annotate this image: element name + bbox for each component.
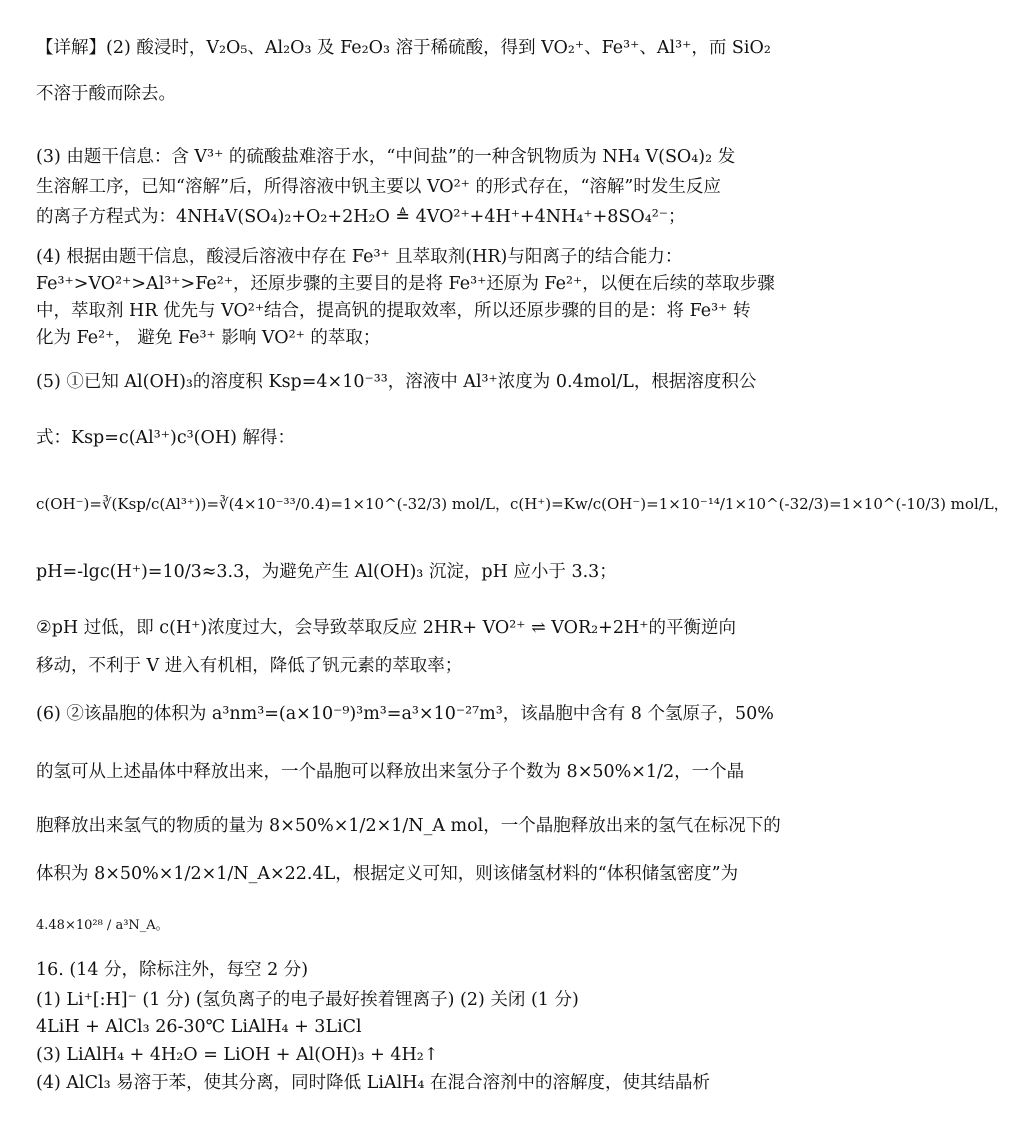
- text-line: 的氢可从上述晶体中释放出来，一个晶胞可以释放出来氢分子个数为 8×50%×1/2，一个晶: [36, 762, 745, 782]
- text-line: 胞释放出来氢气的物质的量为 8×50%×1/2×1/N_A mol，一个晶胞释放出来的氢气在标况下的: [36, 816, 781, 836]
- formula-line: 4.48×10²⁸ / a³N_A。: [36, 918, 169, 933]
- text-line: 体积为 8×50%×1/2×1/N_A×22.4L，根据定义可知，则该储氢材料的“体积储氢密度”为: [36, 864, 739, 884]
- text-line: Fe³⁺>VO²⁺>Al³⁺>Fe²⁺，还原步骤的主要目的是将 Fe³⁺还原为 Fe²⁺，以便在后续的萃取步骤: [36, 274, 775, 294]
- equation-line: 4LiH + AlCl₃ 26-30℃ LiAlH₄ + 3LiCl: [36, 1017, 362, 1037]
- text-line: 式：Ksp=c(Al³⁺)c³(OH) 解得：: [36, 428, 296, 448]
- section-heading: 16. (14 分，除标注外，每空 2 分): [36, 960, 309, 980]
- text-line: pH=-lgc(H⁺)=10/3≈3.3，为避免产生 Al(OH)₃ 沉淀，pH 应小于 3.3；: [36, 562, 617, 582]
- equation-line: (3) LiAlH₄ + 4H₂O = LiOH + Al(OH)₃ + 4H₂↑: [36, 1045, 439, 1065]
- text-line: ②pH 过低，即 c(H⁺)浓度过大，会导致萃取反应 2HR+ VO²⁺ ⇌ VOR₂+2H⁺的平衡逆向: [36, 618, 736, 638]
- text-line: 【详解】(2) 酸浸时，V₂O₅、Al₂O₃ 及 Fe₂O₃ 溶于稀硫酸，得到 VO₂⁺、Fe³⁺、Al³⁺，而 SiO₂: [36, 38, 771, 58]
- text-line: (1) Li⁺[:H]⁻ (1 分) (氢负离子的电子最好挨着锂离子) (2) 关闭 (1 分): [36, 990, 579, 1010]
- text-line: 移动，不利于 V 进入有机相，降低了钒元素的萃取率；: [36, 656, 463, 676]
- text-line: 中，萃取剂 HR 优先与 VO²⁺结合，提高钒的提取效率，所以还原步骤的目的是：将 Fe³⁺ 转: [36, 301, 751, 321]
- text-line: 不溶于酸而除去。: [36, 84, 176, 104]
- text-line: 的离子方程式为：4NH₄V(SO₄)₂+O₂+2H₂O ≜ 4VO²⁺+4H⁺+4NH₄⁺+8SO₄²⁻；: [36, 207, 686, 227]
- text-line: (4) 根据由题干信息，酸浸后溶液中存在 Fe³⁺ 且萃取剂(HR)与阳离子的结合能力：: [36, 247, 683, 267]
- text-line: (3) 由题干信息：含 V³⁺ 的硫酸盐难溶于水，“中间盐”的一种含钒物质为 NH₄ V(SO₄)₂ 发: [36, 147, 736, 167]
- text-line: 化为 Fe²⁺， 避免 Fe³⁺ 影响 VO²⁺ 的萃取；: [36, 328, 381, 348]
- text-line: (6) ②该晶胞的体积为 a³nm³=(a×10⁻⁹)³m³=a³×10⁻²⁷m³，该晶胞中含有 8 个氢原子，50%: [36, 704, 774, 724]
- text-line: (5) ①已知 Al(OH)₃的溶度积 Ksp=4×10⁻³³，溶液中 Al³⁺浓度为 0.4mol/L，根据溶度积公: [36, 372, 757, 392]
- formula-line: c(OH⁻)=∛(Ksp/c(Al³⁺))=∛(4×10⁻³³/0.4)=1×10^(-32/3) mol/L，c(H⁺)=Kw/c(OH⁻)=1×10⁻¹⁴/1×10^(-32/3)=1×10^(-10/3) mol/L，: [36, 495, 1009, 513]
- text-line: (4) AlCl₃ 易溶于苯，使其分离，同时降低 LiAlH₄ 在混合溶剂中的溶解度，使其结晶析: [36, 1073, 711, 1093]
- text-line: 生溶解工序，已知“溶解”后，所得溶液中钒主要以 VO²⁺ 的形式存在，“溶解”时发生反应: [36, 177, 721, 197]
